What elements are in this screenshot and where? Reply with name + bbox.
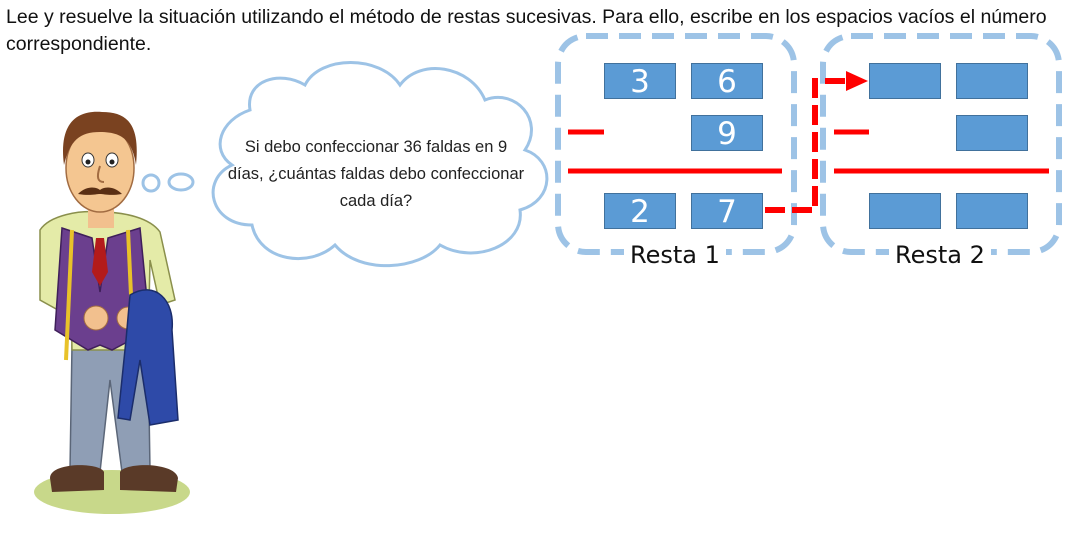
resta2-result-tens[interactable] <box>869 193 941 229</box>
resta2-label: Resta 2 <box>889 240 991 270</box>
resta2-subtrahend-units[interactable] <box>956 115 1028 151</box>
resta1-result-units: 7 <box>691 193 763 229</box>
resta2-result-units[interactable] <box>956 193 1028 229</box>
resta1-label: Resta 1 <box>624 240 726 270</box>
resta1-result-tens: 2 <box>604 193 676 229</box>
speech-bubble-text: Si debo confeccionar 36 faldas en 9 días, ¿cuántas faldas debo confeccionar cada día? <box>227 138 525 210</box>
resta2-minuend-units[interactable] <box>956 63 1028 99</box>
resta1-minuend-tens: 3 <box>604 63 676 99</box>
carry-arrow-head <box>846 71 868 91</box>
resta1-minuend-units: 6 <box>691 63 763 99</box>
instructions-text: Lee y resuelve la situación utilizando el método de restas sucesivas. Para ello, escribe en los espacios vacíos el número correspondiente. <box>6 6 1047 55</box>
carry-arrow <box>765 81 848 210</box>
resta1-subtrahend-units: 9 <box>691 115 763 151</box>
resta2-minuend-tens[interactable] <box>869 63 941 99</box>
